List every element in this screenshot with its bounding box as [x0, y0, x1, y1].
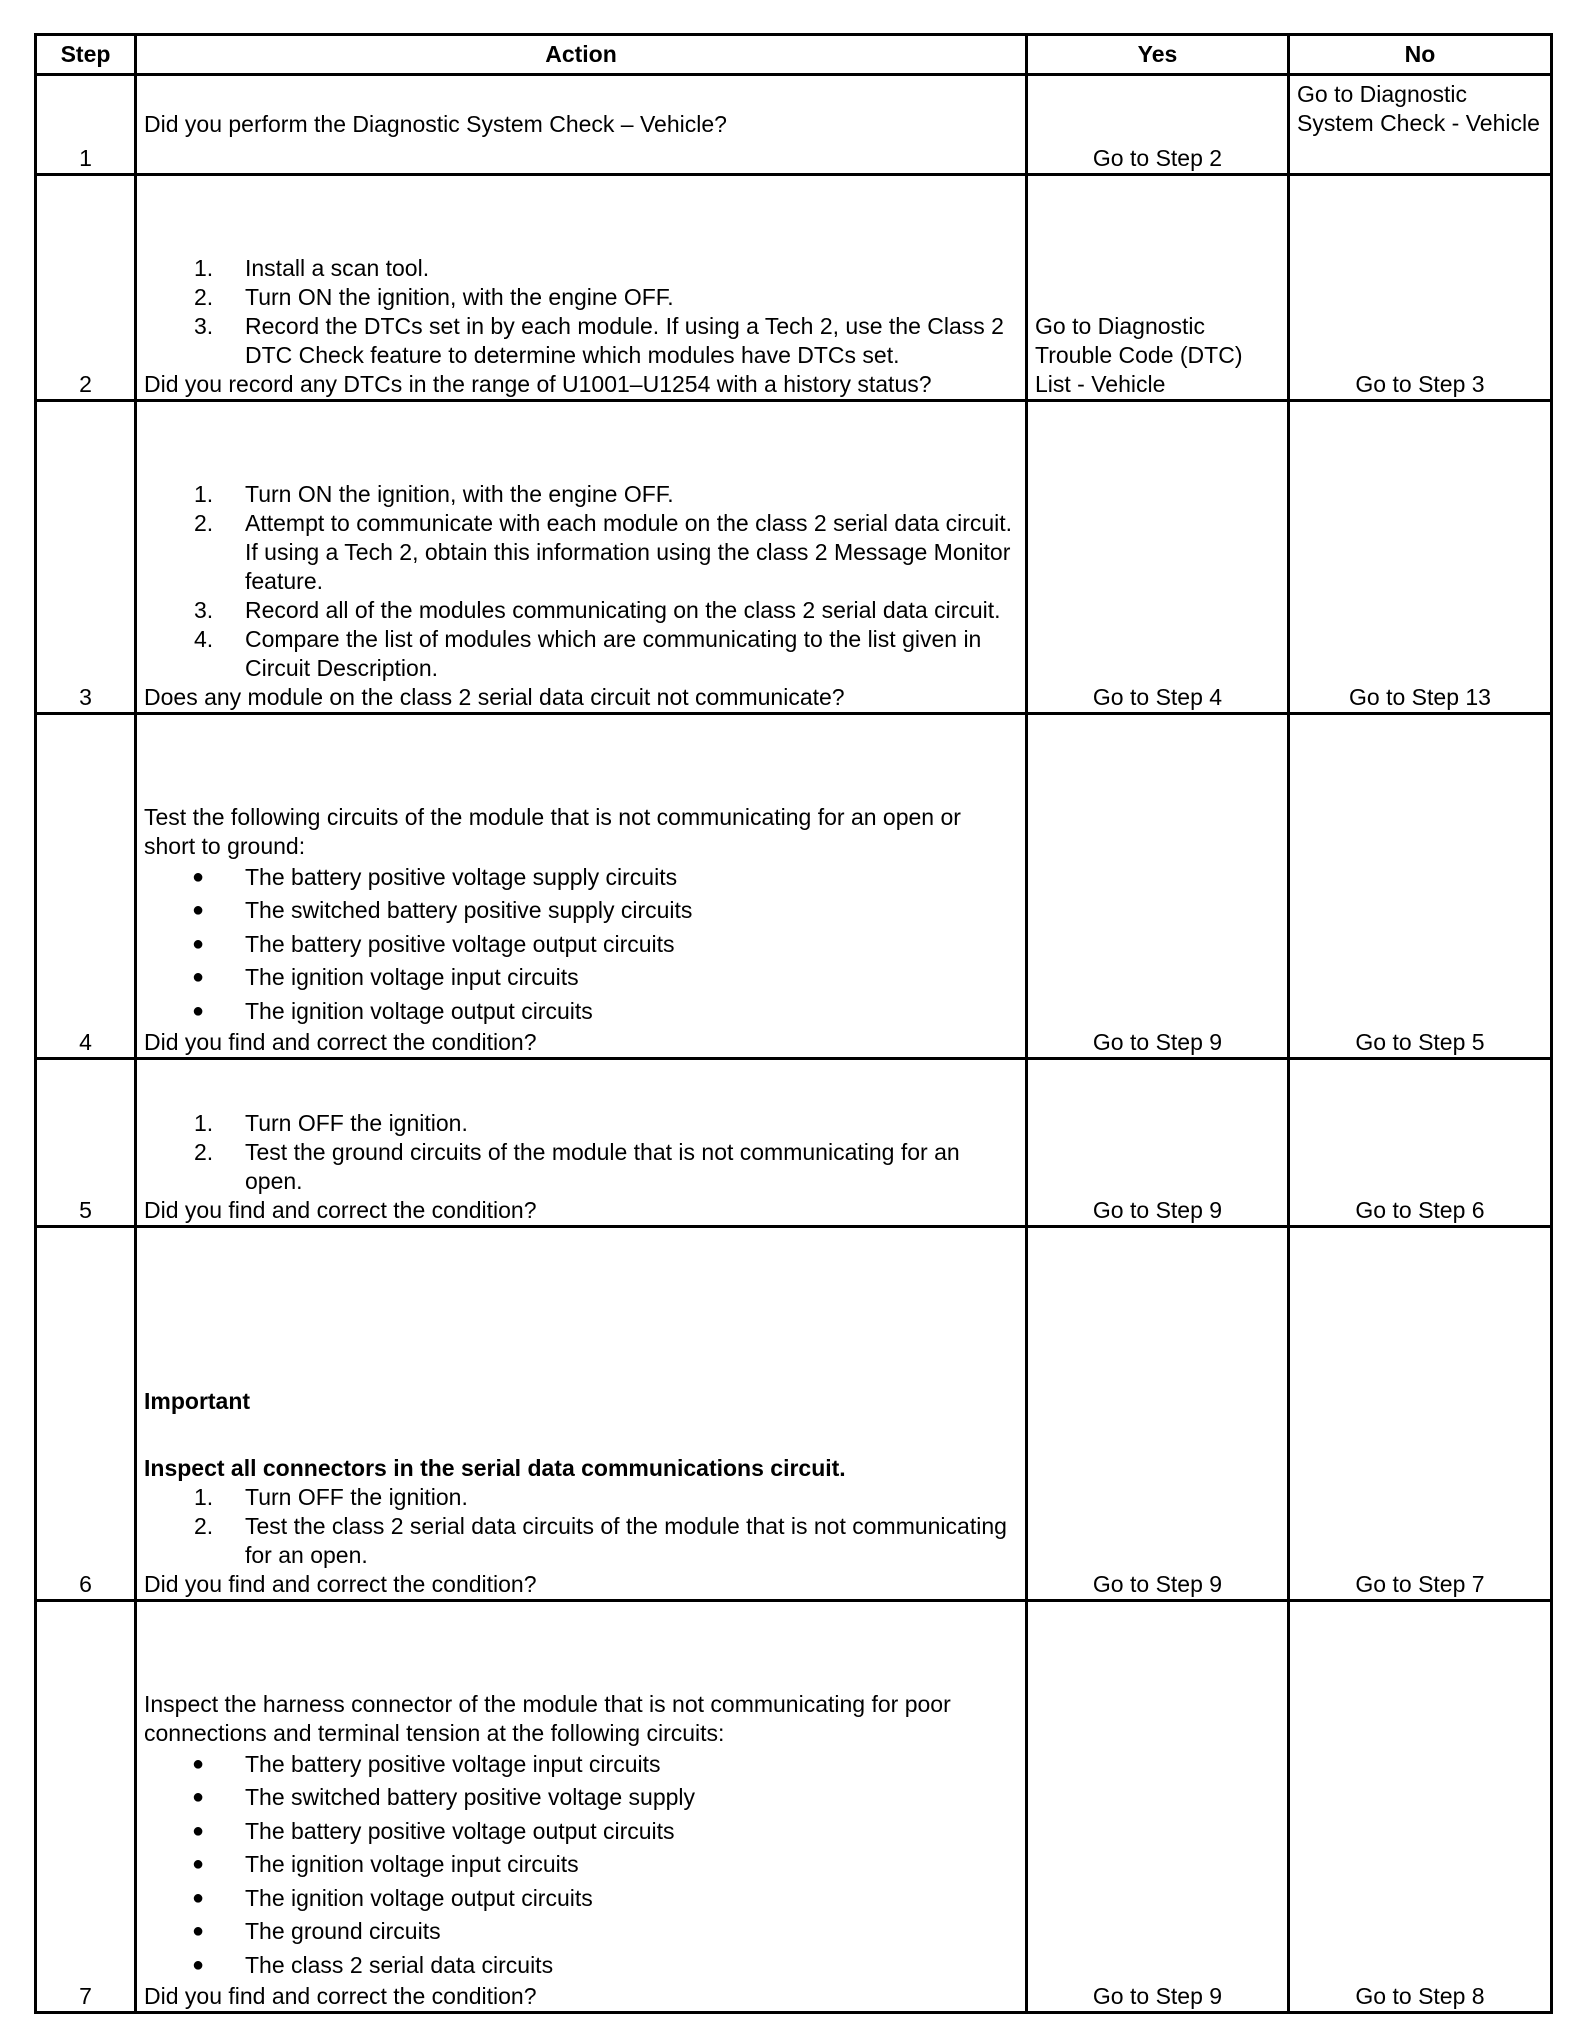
no-cell: Go to Step 7: [1289, 1227, 1552, 1601]
table-row-step-7: [36, 1601, 1552, 2013]
yes-cell: Go to Step 4: [1027, 401, 1289, 714]
action-intro: Test the following circuits of the module that is not communicating for an open or short to ground:: [144, 803, 961, 859]
action-question: Did you find and correct the condition?: [144, 1571, 537, 1597]
header-step: Step: [36, 35, 136, 75]
yes-cell: Go to Step 9: [1027, 1601, 1289, 2013]
yes-cell: Go to Step 9: [1027, 1227, 1289, 1601]
circuit-list: [144, 861, 1018, 1029]
header-yes: Yes: [1027, 35, 1289, 75]
list-item: 2. Turn ON the ignition, with the engine OFF.: [194, 284, 674, 310]
list-item: 2. Test the class 2 serial data circuits of the module that is not communicating for an open.: [194, 1513, 1007, 1568]
action-question: Did you find and correct the condition?: [144, 1983, 537, 2009]
list-item: ● The battery positive voltage input circuits: [192, 1750, 661, 1777]
step-number: 5: [36, 1059, 136, 1227]
action-steps: [144, 1109, 1018, 1196]
yes-cell: Go to Diagnostic Trouble Code (DTC) List - Vehicle: [1027, 175, 1289, 401]
action-question: Did you record any DTCs in the range of U1001–U1254 with a history status?: [144, 371, 932, 397]
no-cell: Go to Diagnostic System Check - Vehicle: [1289, 75, 1552, 175]
no-cell: Go to Step 3: [1289, 175, 1552, 401]
table-row-step-6: [36, 1227, 1552, 1601]
list-item: 1. Turn OFF the ignition.: [194, 1484, 468, 1510]
list-item: ● The ignition voltage input circuits: [192, 964, 579, 990]
important-title: Important: [144, 1388, 251, 1414]
action-cell: [136, 714, 1027, 1059]
action-cell: [136, 1227, 1027, 1601]
action-question: Does any module on the class 2 serial data circuit not communicate?: [144, 684, 845, 710]
no-cell: Go to Step 6: [1289, 1059, 1552, 1227]
action-cell: [136, 401, 1027, 714]
step-number: 4: [36, 714, 136, 1059]
list-item: 2. Test the ground circuits of the module that is not communicating for an open.: [194, 1139, 960, 1194]
yes-cell: Go to Step 9: [1027, 714, 1289, 1059]
action-steps: [144, 1483, 1018, 1570]
action-cell: [136, 1059, 1027, 1227]
table-row-step-3: [36, 401, 1552, 714]
list-item: ● The class 2 serial data circuits: [192, 1951, 554, 1978]
list-item: ● The ground circuits: [192, 1918, 441, 1944]
important-note: [144, 1387, 1018, 1483]
action-intro: Inspect the harness connector of the module that is not communicating for poor connections and terminal tension at the following circuits:: [144, 1690, 951, 1746]
action-question: Did you find and correct the condition?: [144, 1029, 537, 1055]
list-item: 2. Attempt to communicate with each module on the class 2 serial data circuit. If using a Tech 2, obtain this information using the class 2 Message Monitor feature.: [194, 510, 1013, 594]
action-question: Did you find and correct the condition?: [144, 1197, 537, 1223]
important-text: Inspect all connectors in the serial data communications circuit.: [144, 1455, 846, 1481]
header-no: No: [1289, 35, 1552, 75]
table-row-step-4: [36, 714, 1552, 1059]
list-item: 1. Turn OFF the ignition.: [194, 1110, 468, 1136]
list-item: ● The battery positive voltage supply circuits: [192, 863, 678, 890]
list-item: 3. Record all of the modules communicating on the class 2 serial data circuit.: [194, 597, 1001, 623]
list-item: 3. Record the DTCs set in by each module. If using a Tech 2, use the Class 2 DTC Check feature to determine which modules have DTCs set.: [194, 313, 1004, 368]
action-steps: [144, 480, 1018, 683]
step-number: 6: [36, 1227, 136, 1601]
no-cell: Go to Step 8: [1289, 1601, 1552, 2013]
list-item: ● The ignition voltage output circuits: [192, 997, 593, 1024]
list-item: 4. Compare the list of modules which are communicating to the list given in Circuit Description.: [194, 626, 982, 681]
list-item: ● The switched battery positive voltage supply: [192, 1784, 696, 1810]
list-item: ● The battery positive voltage output circuits: [192, 1817, 675, 1844]
header-action: Action: [136, 35, 1027, 75]
step-number: 7: [36, 1601, 136, 2013]
list-item: ● The ignition voltage input circuits: [192, 1851, 579, 1877]
list-item: ● The switched battery positive supply circuits: [192, 897, 693, 923]
no-cell: Go to Step 5: [1289, 714, 1552, 1059]
list-item: 1. Turn ON the ignition, with the engine OFF.: [194, 481, 674, 507]
action-cell: [136, 1601, 1027, 2013]
diagnostic-table: [34, 33, 1553, 2014]
list-item: 1. Install a scan tool.: [194, 255, 430, 281]
step-number: 2: [36, 175, 136, 401]
action-cell: [136, 175, 1027, 401]
table-row-step-1: [36, 75, 1552, 175]
action-cell: [136, 75, 1027, 175]
action-steps: [144, 254, 1018, 370]
yes-cell: Go to Step 9: [1027, 1059, 1289, 1227]
list-item: ● The ignition voltage output circuits: [192, 1884, 593, 1911]
step-number: 3: [36, 401, 136, 714]
table-row-step-5: [36, 1059, 1552, 1227]
yes-cell: Go to Step 2: [1027, 75, 1289, 175]
table-row-step-2: [36, 175, 1552, 401]
list-item: ● The battery positive voltage output circuits: [192, 930, 675, 957]
action-question: Did you perform the Diagnostic System Check – Vehicle?: [144, 111, 727, 137]
step-number: 1: [36, 75, 136, 175]
circuit-list: [144, 1748, 1018, 1983]
no-cell: Go to Step 13: [1289, 401, 1552, 714]
header-row: [36, 35, 1552, 75]
